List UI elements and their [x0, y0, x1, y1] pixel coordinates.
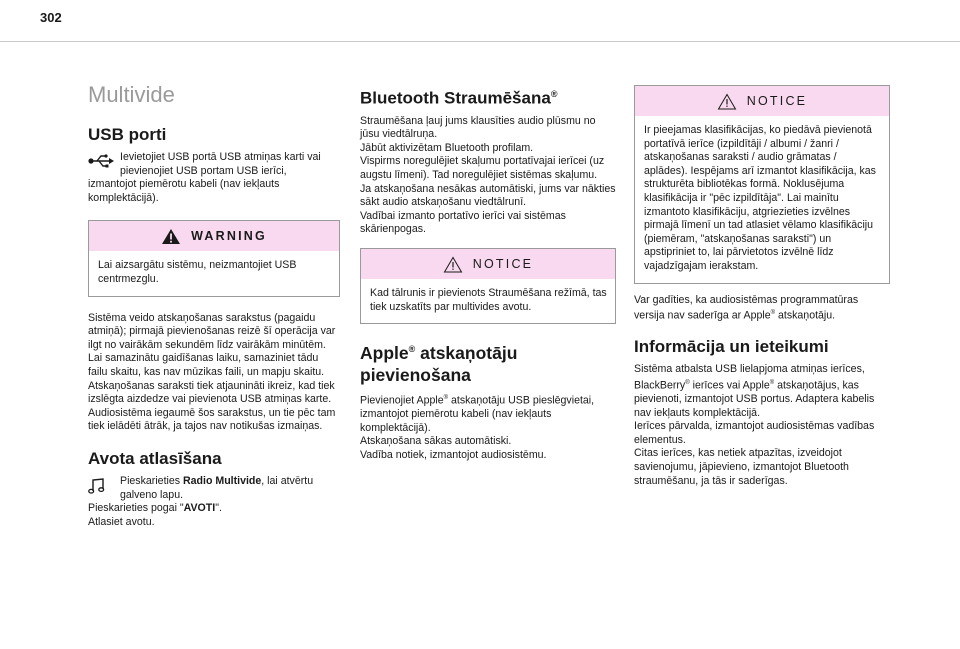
warning-title: WARNING — [191, 229, 267, 244]
info-heading: Informācija un ieteikumi — [634, 337, 829, 357]
source-para-2: Pieskarieties pogai "AVOTI". — [88, 502, 222, 515]
warning-header — [89, 221, 339, 251]
apple-para-1: Pievienojiet Apple® atskaņotāju USB pieslēgvietai, izmantojot piemērotu kabeli (nav iekļauts komplektācijā). — [360, 394, 595, 434]
source-para-1: Pieskarieties Radio Multivide, lai atvērtu galveno lapu. — [88, 475, 340, 502]
apple-para-3: Vadība notiek, izmantojot audiosistēmu. — [360, 448, 547, 461]
info-para-3: Citas ierīces, kas netiek atpazītas, izveidojot savienojumu, jāpievieno, izmantojot Bluetooth straumēšanu, ja tās ir saderīgas. — [634, 447, 849, 487]
source-heading: Avota atlasīšana — [88, 448, 222, 468]
usb-heading: USB porti — [88, 125, 167, 144]
info-para-1: Sistēma atbalsta USB lielapjoma atmiņas ierīces, BlackBerry® ierīces vai Apple® atskaņotājus, kas pievienoti, izmantojot USB portus. Adaptera kabelis nav iekļauts komplektācijā. — [634, 363, 875, 419]
column-1 — [88, 82, 340, 529]
notice-header — [361, 249, 615, 279]
usb-para-4: Atskaņošanas saraksti tiek atjaunināti ikreiz, kad tiek izslēgta aizdedze vai pievienota USB atmiņas karte. Audiosistēma iegaumē šos sarakstus, un tie pēc tam tiek ielādēti ātrāk, ja tajos nav notikušas izmaiņas. — [88, 379, 336, 433]
column-3 — [634, 85, 890, 488]
music-note-icon — [88, 478, 106, 494]
notice-header — [635, 86, 889, 116]
notice-title: NOTICE — [746, 94, 808, 108]
notice-text: Ir pieejamas klasifikācijas, ko piedāvā pievienotā portatīvā ierīce (izpildītāji / albumi / žanri / atskaņošanas saraksti / audio grāmatas / aplādes). Iespējams arī izmantot klasifikācija, kas strukturēta bibliotēkas formā. Noklusējuma klasifikācija ir "pēc izpildītāja". Lai mainītu izmantoto klasifikāciju, atgriezieties izvēlnes pirmajā līmenī un tad atlasiet vēlamo klasifikāciju (piemēram, "atskaņošanas saraksti") un apstipriniet to, lai pārvietotos izvēlnē līdz vajadzīgajam ierakstam. — [644, 124, 876, 272]
column-2 — [360, 82, 616, 463]
warning-text: Lai aizsargātu sistēmu, neizmantojiet USB centrmezglu. — [98, 259, 297, 285]
usb-para-3: Lai samazinātu gaidīšanas laiku, samaziniet tādu failu skaitu, kas nav mūzikas faili, un mapju skaitu. — [88, 352, 325, 378]
notice-box-classification — [634, 85, 890, 284]
version-para: Var gadīties, ka audiosistēmas programmatūras versija nav saderīga ar Apple® atskaņotāju. — [634, 293, 859, 322]
apple-para-2: Atskaņošana sākas automātiski. — [360, 435, 512, 448]
apple-heading: Apple® atskaņotāju pievienošana — [360, 343, 518, 386]
bluetooth-heading: Bluetooth Straumēšana® — [360, 88, 558, 108]
source-para-3: Atlasiet avotu. — [88, 515, 155, 528]
info-para-2: Ierīces pārvalda, izmantojot audiosistēmas vadības elementus. — [634, 420, 875, 446]
notice-icon — [717, 93, 737, 110]
notice-icon — [443, 256, 463, 273]
bluetooth-para-2: Jābūt aktivizētam Bluetooth profilam. — [360, 141, 534, 154]
bluetooth-para-1: Straumēšana ļauj jums klausīties audio plūsmu no jūsu viedtālruņa. — [360, 114, 596, 141]
warning-box — [88, 220, 340, 296]
usb-intro-para: Ievietojiet USB portā USB atmiņas karti vai pievienojiet USB portam USB ierīci, — [88, 151, 340, 178]
usb-icon — [88, 154, 114, 168]
warning-icon — [161, 228, 181, 245]
page-number: 302 — [40, 10, 62, 25]
bluetooth-para-5: Vadībai izmanto portatīvo ierīci vai sistēmas skārienpogas. — [360, 209, 566, 236]
notice-title: NOTICE — [472, 257, 534, 271]
usb-para-2: Sistēma veido atskaņošanas sarakstus (pagaidu atmiņā); pirmajā pievienošanas reizē šī operācija var ilgt no vairākām sekundēm līdz vairākām minūtēm. — [88, 311, 336, 351]
bluetooth-para-3: Vispirms noregulējiet skaļumu portatīvajai ierīcei (uz augstu līmeni). Tad noregulējiet sistēmas skaļumu. — [360, 155, 605, 182]
header-rule — [0, 41, 960, 42]
notice-text: Kad tālrunis ir pievienots Straumēšana režīmā, tas tiek uzskatīts par multivides avotu. — [370, 287, 607, 313]
usb-intro-rest: izmantojot piemērotu kabeli (nav iekļauts komplektācijā). — [88, 178, 280, 204]
notice-box-bluetooth — [360, 248, 616, 324]
section-title: Multivide — [88, 82, 175, 107]
bluetooth-para-4: Ja atskaņošana nesākas automātiski, jums var nākties sākt audio atskaņošanu viedtālrunī. — [360, 182, 616, 209]
